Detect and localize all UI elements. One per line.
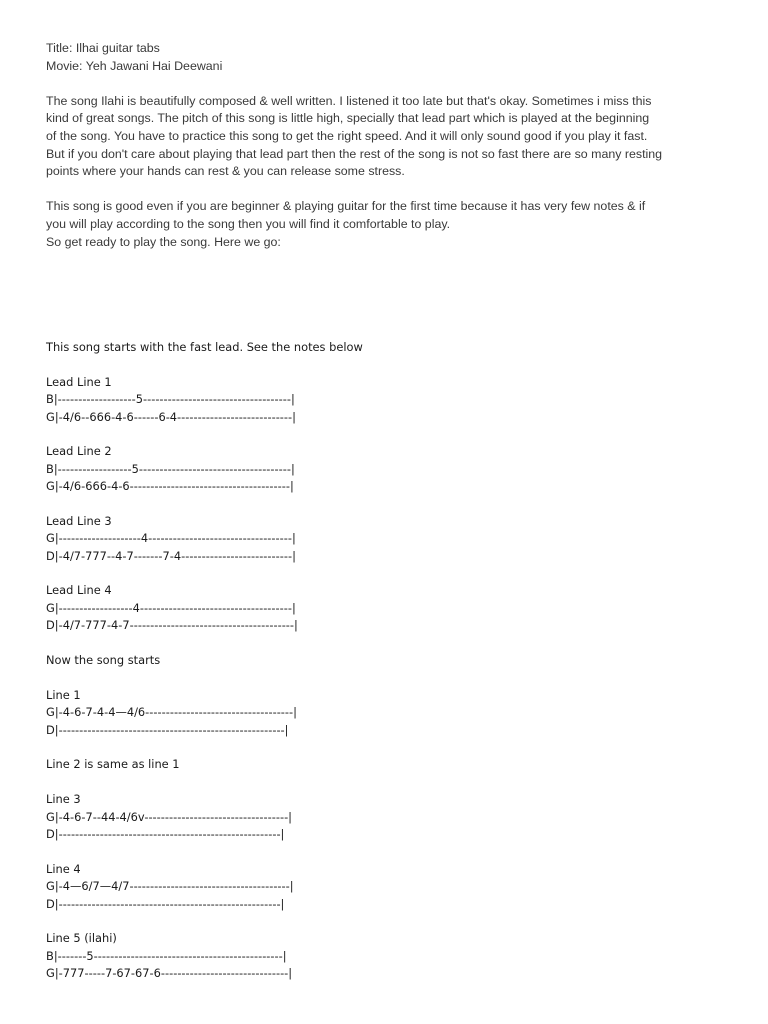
tab-row: D|-------------------------------------------------------| (46, 722, 289, 737)
tab-row: D|-4/7-777--4-7-------7-4---------------------------| (46, 548, 296, 563)
lead-intro-text: This song starts with the fast lead. See the notes below (46, 340, 363, 354)
spacer (46, 75, 736, 93)
tab-row: B|------------------5-------------------------------------| (46, 461, 295, 476)
paragraph-line: This song is good even if you are beginner & playing guitar for the first time because it has very few notes & if (46, 199, 646, 214)
paragraph-line: So get ready to play the song. Here we go: (46, 234, 281, 249)
tab-row: G|------------------4-------------------------------------| (46, 600, 296, 615)
movie-line: Movie: Yeh Jawani Hai Deewani (46, 58, 223, 73)
paragraph-line: But if you don't care about playing that lead part then the rest of the song is not so fast there are so many resting (46, 146, 663, 161)
spacer (46, 181, 736, 199)
tab-heading: Lead Line 4 (46, 583, 112, 598)
tab-row: B|-------------------5------------------------------------| (46, 392, 295, 407)
paragraph-line: The song Ilahi is beautifully composed & well written. I listened it too late but that's okay. Sometimes i miss this (46, 93, 652, 108)
tab-heading: Line 3 (46, 792, 81, 807)
tab-heading: Lead Line 1 (46, 374, 112, 389)
paragraph-line: kind of great songs. The pitch of this song is little high, specially that lead part which is played at the beginning (46, 111, 650, 126)
title-line: Title: Ilhai guitar tabs (46, 41, 160, 55)
tab-row: D|------------------------------------------------------| (46, 896, 285, 911)
tab-row: G|-4/6-666-4-6---------------------------------------| (46, 479, 294, 494)
tab-section (46, 339, 746, 982)
tab-row: D|------------------------------------------------------| (46, 826, 285, 841)
paragraph-line: points where your hands can rest & you can release some stress. (46, 164, 405, 179)
tab-row: D|-4/7-777-4-7----------------------------------------| (46, 618, 298, 633)
tab-row: G|-777-----7-67-67-6-------------------------------| (46, 966, 293, 981)
tab-heading: Line 1 (46, 687, 81, 702)
tab-row: G|-4—6/7—4/7---------------------------------------| (46, 879, 294, 894)
tab-row: G|-4-6-7--44-4/6v-----------------------------------| (46, 809, 293, 824)
tab-heading: Line 5 (ilahi) (46, 931, 117, 946)
paragraph-line: you will play according to the song then you will find it comfortable to play. (46, 216, 451, 231)
tab-heading: Line 4 (46, 861, 81, 876)
tab-heading: Lead Line 2 (46, 444, 112, 459)
tab-heading: Lead Line 3 (46, 513, 112, 528)
intro-text (46, 40, 736, 251)
tab-row: G|-4/6--666-4-6------6-4----------------------------| (46, 409, 296, 424)
paragraph-line: of the song. You have to practice this song to get the right speed. And it will only sound good if you play it fast. (46, 128, 648, 143)
song-intro-text: Now the song starts (46, 653, 161, 668)
tab-row: G|--------------------4-----------------------------------| (46, 531, 296, 546)
tab-row: G|-4-6-7-4-4—4/6------------------------------------| (46, 705, 297, 720)
line2-note: Line 2 is same as line 1 (46, 757, 180, 772)
tab-row: B|-------5----------------------------------------------| (46, 948, 287, 963)
